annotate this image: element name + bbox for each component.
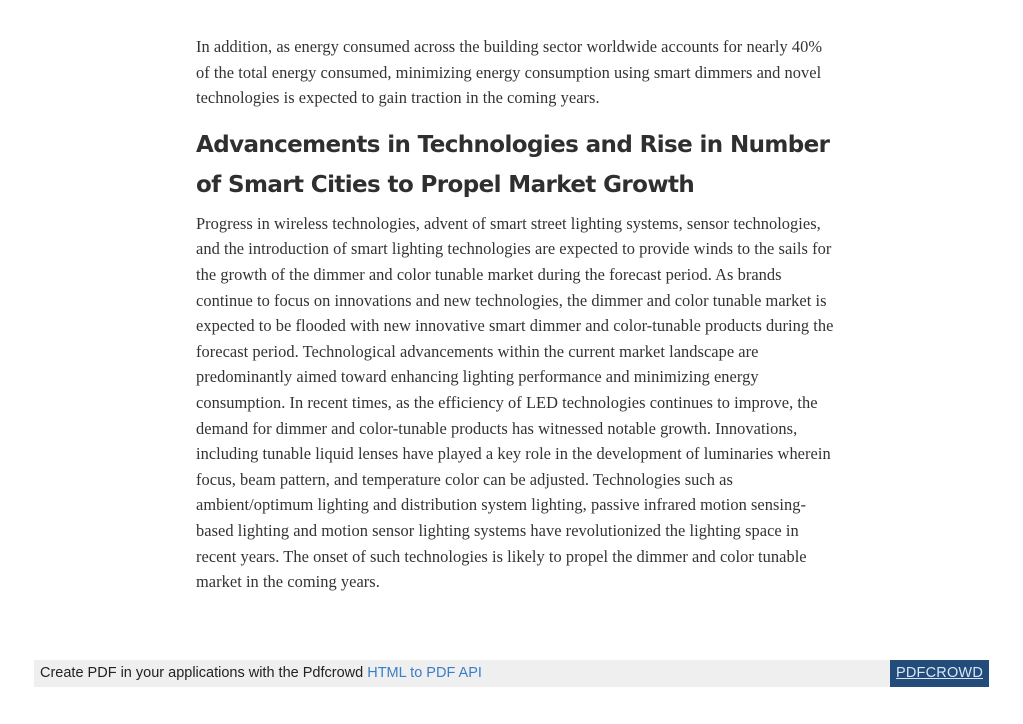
footer-text-line [40,660,482,687]
pdfcrowd-brand-link[interactable]: PDFCROWD [890,660,989,687]
pdfcrowd-footer-bar [34,660,989,687]
article-content [196,34,836,595]
section-heading: Advancements in Technologies and Rise in Number of Smart Cities to Propel Market Growth [196,131,830,198]
footer-caption: Create PDF in your applications with the Pdfcrowd [40,665,368,681]
intro-paragraph: In addition, as energy consumed across the building sector worldwide accounts for nearly 40% of the total energy consumed, minimizing energy consumption using smart dimmers and novel technologies is expected to gain traction in the coming years. [196,37,823,108]
body-paragraph: Progress in wireless technologies, advent of smart street lighting systems, sensor technologies, and the introduction of smart lighting technologies are expected to provide winds to the sails for the growth of the dimmer and color tunable market during the forecast period. As brands continue to focus on innovations and new technologies, the dimmer and color tunable market is expected to be flooded with new innovative smart dimmer and color-tunable products during the forecast period. Technological advancements within the current market landscape are predominantly aimed toward enhancing lighting performance and minimizing energy consumption. In recent times, as the efficiency of LED technologies continues to improve, the demand for dimmer and color-tunable products has witnessed notable growth. Innovations, including tunable liquid lenses have played a key role in the development of luminaries wherein focus, beam pattern, and temperature color can be adjusted. Technologies such as ambient/optimum lighting and distribution system lighting, passive infrared motion sensing-based lighting and motion sensor lighting systems have revolutionized the lighting space in recent years. The onset of such technologies is likely to propel the dimmer and color tunable market in the coming years. [196,213,834,592]
html-to-pdf-api-link[interactable]: HTML to PDF API [367,665,482,681]
